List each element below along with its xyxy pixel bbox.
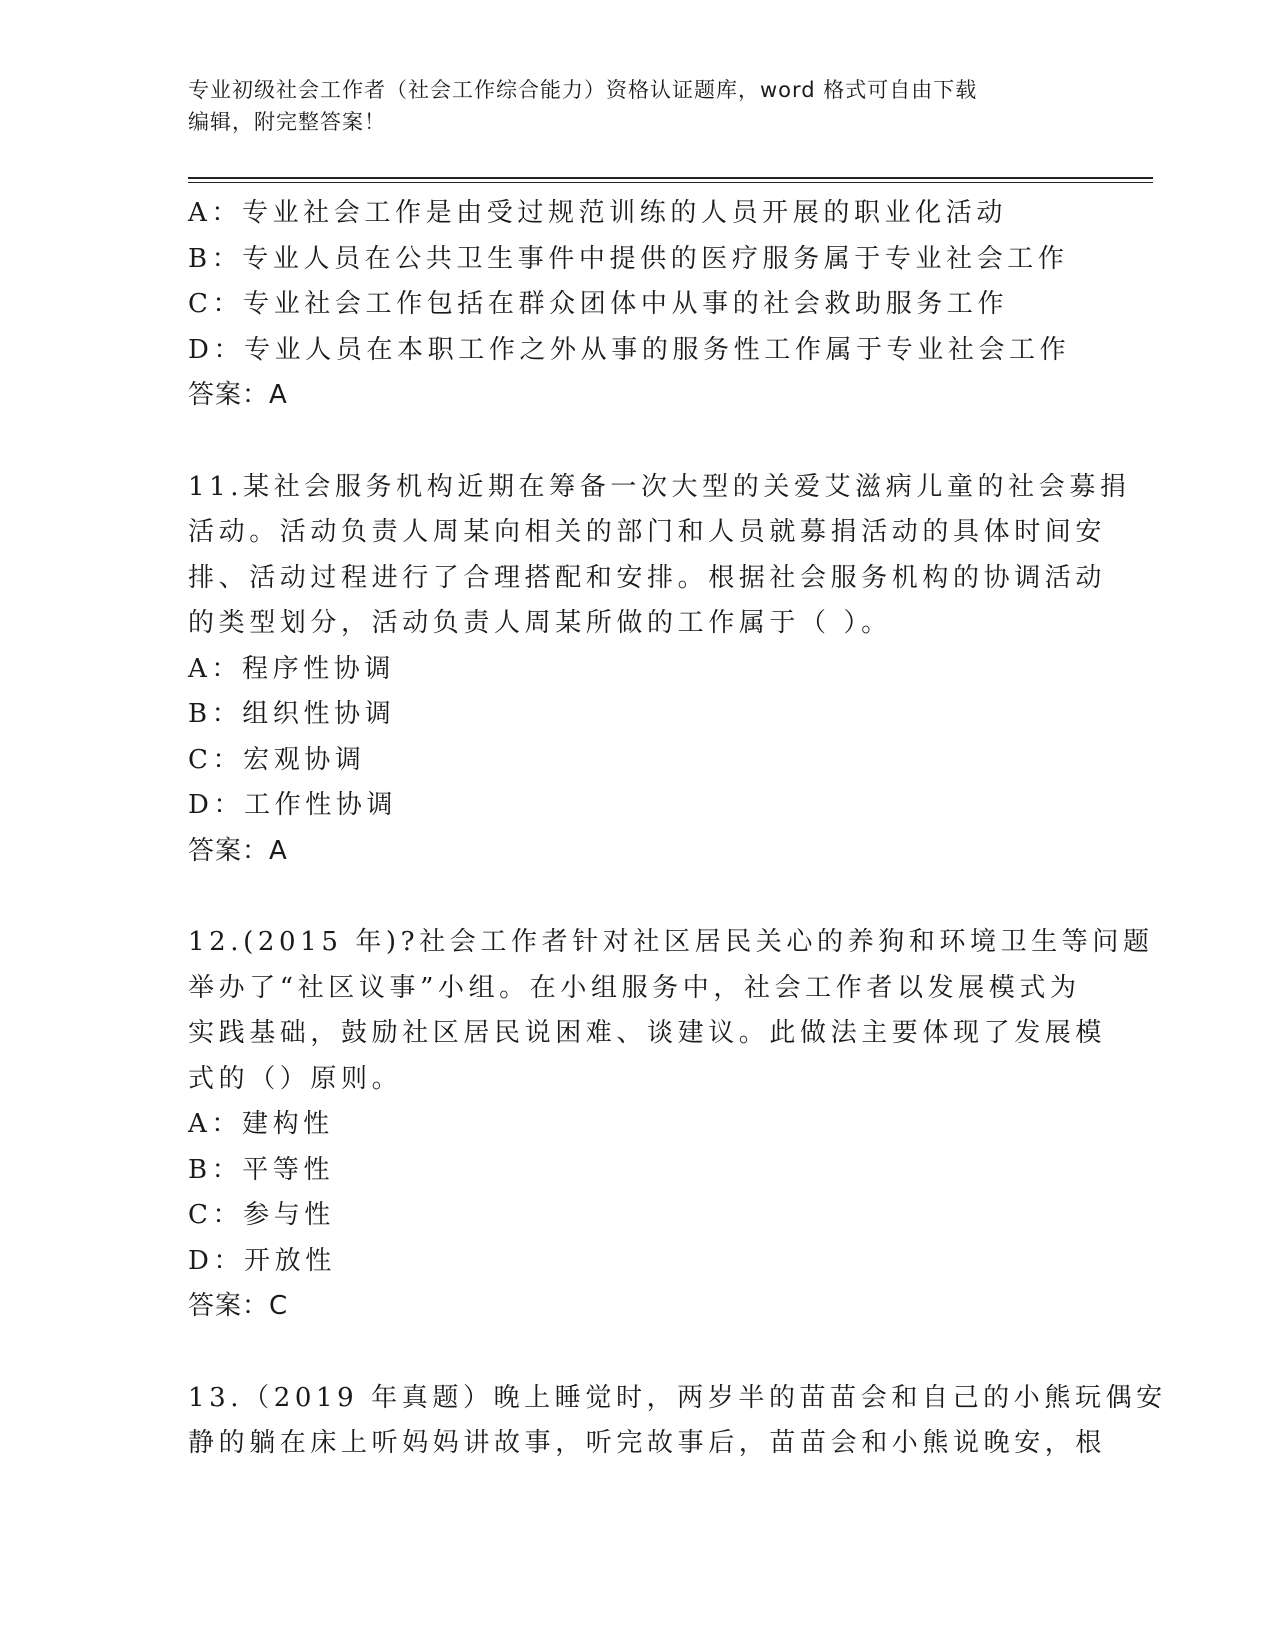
header-line-1: 专业初级社会工作者（社会工作综合能力）资格认证题库，word 格式可自由下载 (188, 78, 978, 102)
question-text-line: 13.（2019 年真题）晚上睡觉时，两岁半的苗苗会和自己的小熊玩偶安 (188, 1382, 1167, 1413)
question-text-line: 活动。活动负责人周某向相关的部门和人员就募捐活动的具体时间安 (188, 517, 1107, 547)
spacer (188, 874, 1088, 920)
question-text-line: 举办了“社区议事”小组。在小组服务中，社会工作者以发展模式为 (188, 972, 1081, 1003)
option-a: A：建构性 (188, 1109, 334, 1139)
question-text-line: 实践基础，鼓励社区居民说困难、谈建议。此做法主要体现了发展模 (188, 1018, 1107, 1048)
header-divider-thick (188, 177, 1153, 179)
question-text-line: 式的（）原则。 (188, 1063, 403, 1094)
question-13 (188, 1376, 1167, 1467)
question-text-line: 11.某社会服务机构近期在筹备一次大型的关爱艾滋病儿童的社会募捐 (188, 471, 1131, 502)
option-d: D：工作性协调 (188, 790, 398, 820)
option-d: D：开放性 (188, 1245, 336, 1276)
answer-line: 答案：A (188, 380, 288, 410)
header-line-2: 编辑，附完整答案！ (188, 110, 386, 134)
option-b: B：平等性 (188, 1154, 335, 1185)
spacer (188, 419, 1088, 465)
document-header (188, 74, 1068, 138)
option-c: C：专业社会工作包括在群众团体中从事的社会救助服务工作 (188, 289, 1009, 319)
answer-line: 答案：A (188, 835, 288, 866)
option-b: B：专业人员在公共卫生事件中提供的医疗服务属于专业社会工作 (188, 243, 1069, 274)
option-d: D：专业人员在本职工作之外从事的服务性工作属于专业社会工作 (188, 334, 1071, 365)
question-11 (188, 465, 1131, 875)
option-c: C：宏观协调 (188, 744, 366, 775)
question-text-line: 的类型划分，活动负责人周某所做的工作属于（ ）。 (188, 608, 892, 638)
question-text-line: 静的躺在床上听妈妈讲故事，听完故事后，苗苗会和小熊说晚安，根 (188, 1428, 1107, 1458)
question-10 (188, 191, 1088, 419)
option-c: C：参与性 (188, 1200, 335, 1230)
question-12 (188, 920, 1154, 1330)
option-a: A：专业社会工作是由受过规范训练的人员开展的职业化活动 (188, 198, 1007, 228)
question-text-line: 12.(2015 年)?社会工作者针对社区居民关心的养狗和环境卫生等问题 (188, 927, 1154, 957)
question-text-line: 排、活动过程进行了合理搭配和安排。根据社会服务机构的协调活动 (188, 562, 1107, 593)
document-body (188, 191, 1167, 1467)
option-a: A：程序性协调 (188, 653, 395, 684)
option-b: B：组织性协调 (188, 699, 396, 729)
header-divider-thin (188, 182, 1153, 183)
answer-line: 答案：C (188, 1291, 289, 1321)
spacer (188, 1330, 1088, 1376)
